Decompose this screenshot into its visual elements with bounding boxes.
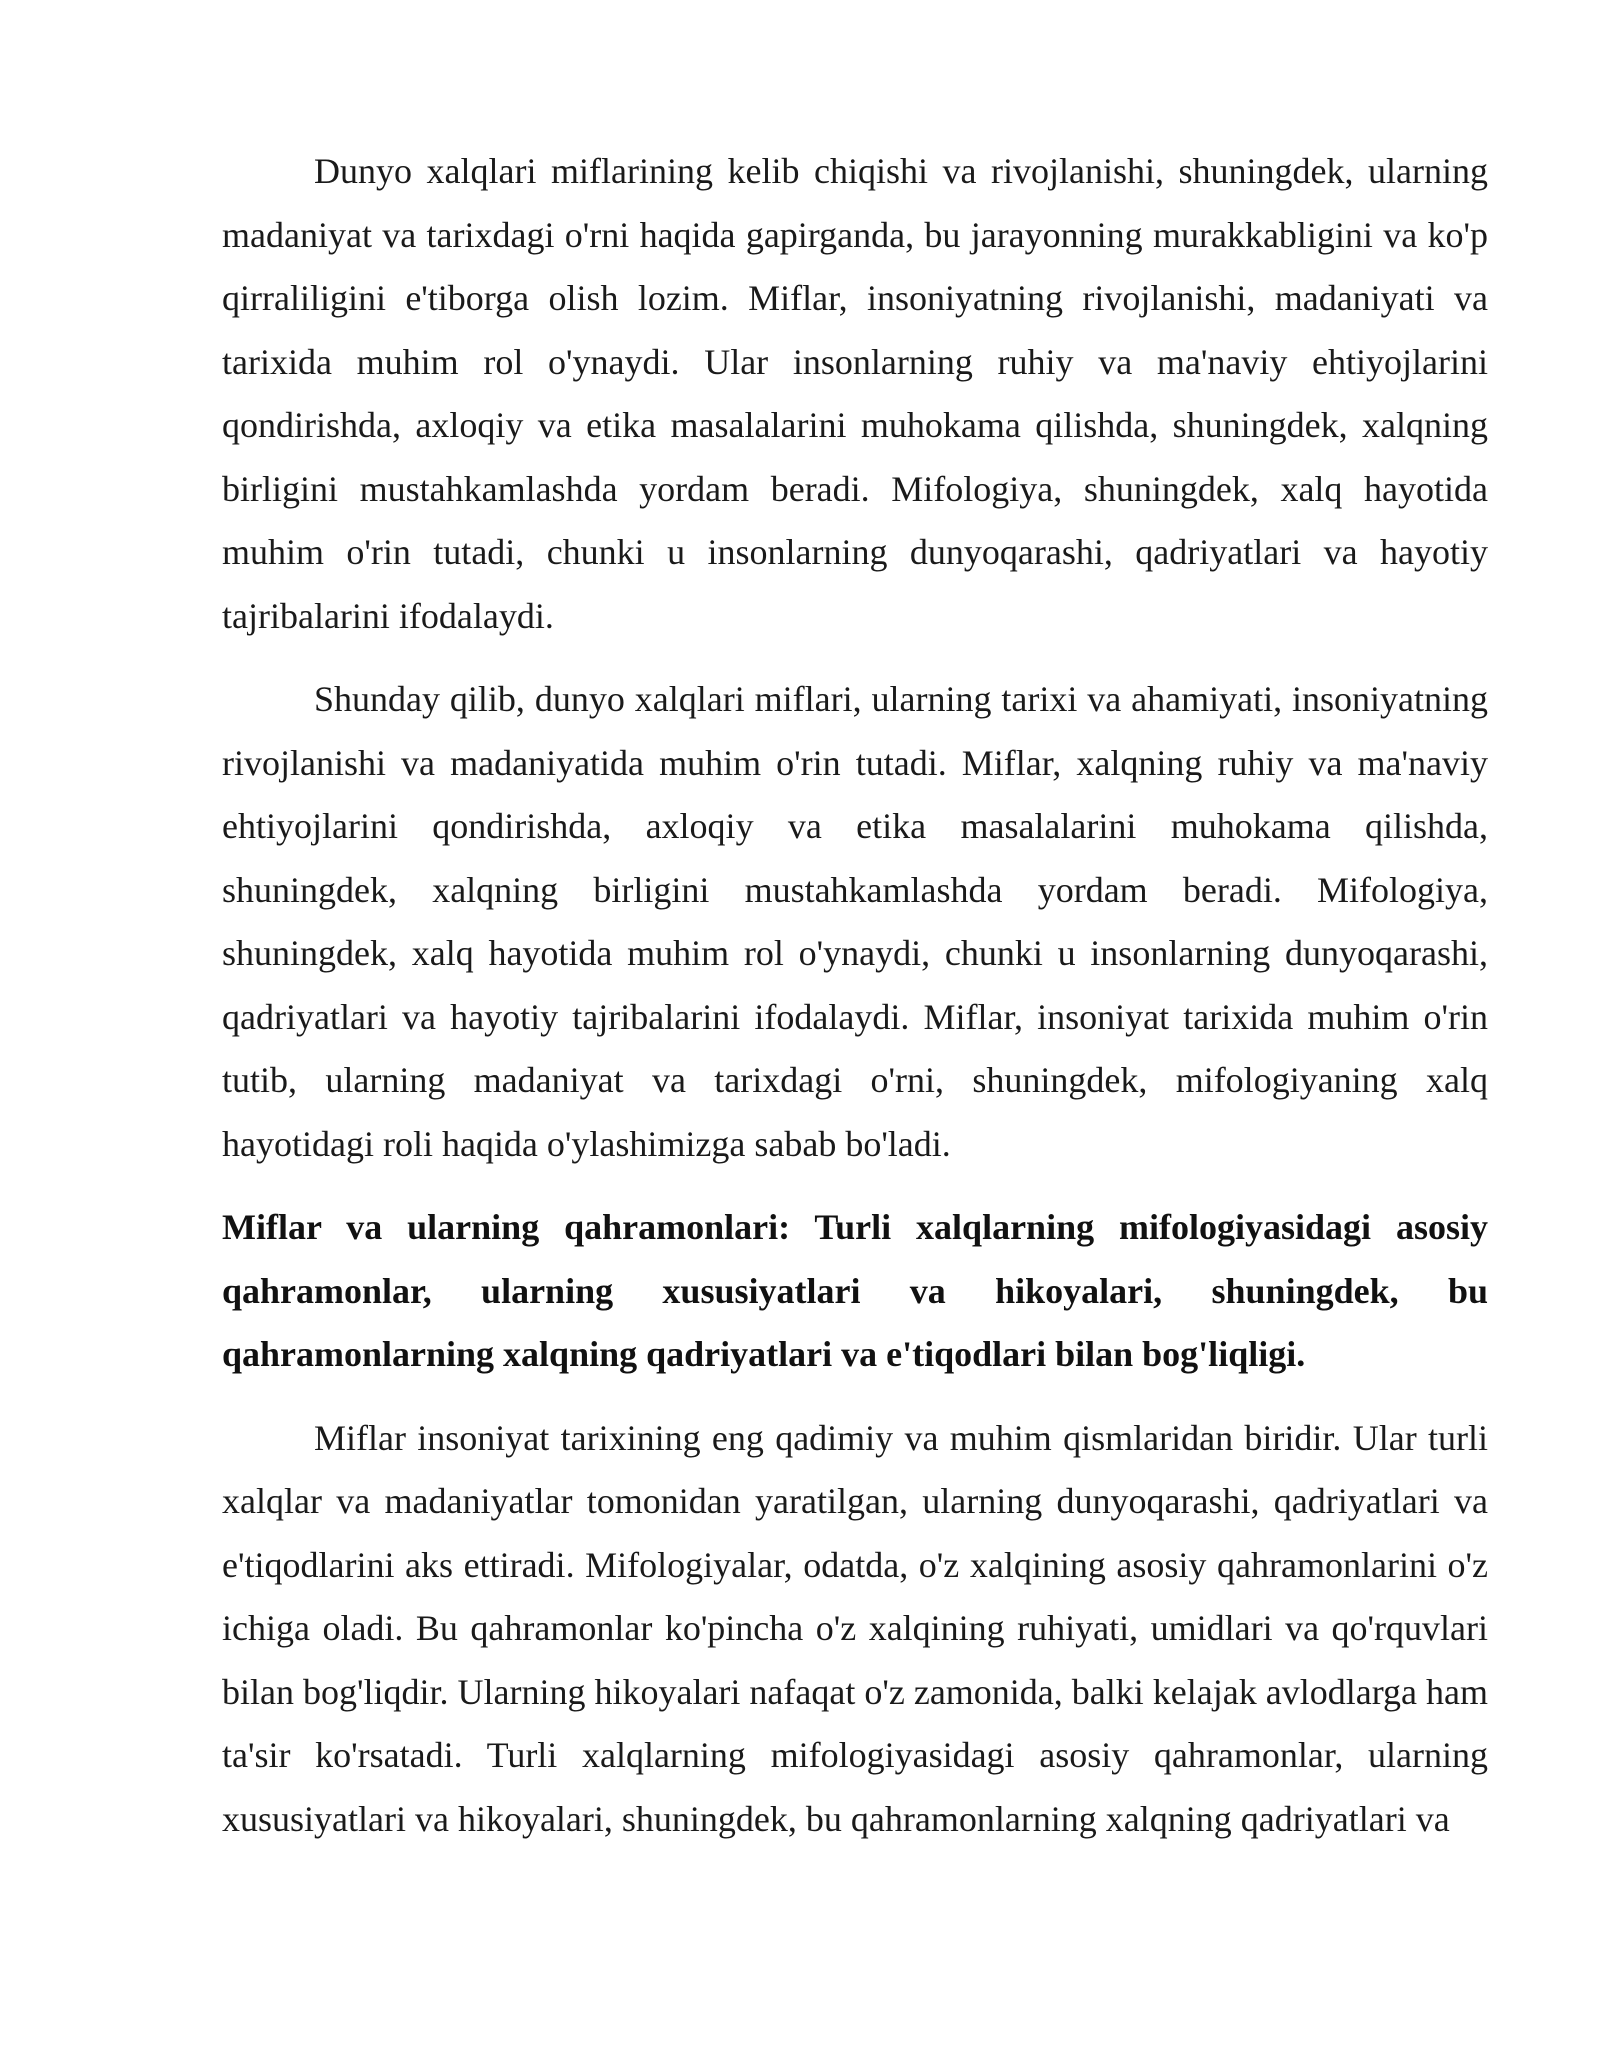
document-body bbox=[222, 140, 1488, 1871]
body-paragraph-3: Miflar insoniyat tarixining eng qadimiy va muhim qismlaridan biridir. Ular turli xalqlar va madaniyatlar tomonidan yaratilgan, ularning dunyoqarashi, qadriyatlari va e'tiqodlarini aks ettiradi. Mifologiyalar, odatda, o'z xalqining asosiy qahramonlarini o'z ichiga oladi. Bu qahramonlar ko'pincha o'z xalqining ruhiyati, umidlari va qo'rquvlari bilan bog'liqdir. Ularning hikoyalari nafaqat o'z zamonida, balki kelajak avlodlarga ham ta'sir ko'rsatadi. Turli xalqlarning mifologiyasidagi asosiy qahramonlar, ularning xususiyatlari va hikoyalari, shuningdek, bu qahramonlarning xalqning qadriyatlari va bbox=[222, 1417, 1488, 1839]
body-paragraph-1: Dunyo xalqlari miflarining kelib chiqishi va rivojlanishi, shuningdek, ularning madaniyat va tarixdagi o'rni haqida gapirganda, bu jarayonning murakkabligini va ko'p qirraliligini e'tiborga olish lozim. Miflar, insoniyatning rivojlanishi, madaniyati va tarixida muhim rol o'ynaydi. Ular insonlarning ruhiy va ma'naviy ehtiyojlarini qondirishda, axloqiy va etika masalalarini muhokama qilishda, shuningdek, xalqning birligini mustahkamlashda yordam beradi. Mifologiya, shuningdek, xalq hayotida muhim o'rin tutadi, chunki u insonlarning dunyoqarashi, qadriyatlari va hayotiy tajribalarini ifodalaydi. bbox=[222, 151, 1488, 636]
body-paragraph-2: Shunday qilib, dunyo xalqlari miflari, ularning tarixi va ahamiyati, insoniyatning rivojlanishi va madaniyatida muhim o'rin tutadi. Miflar, xalqning ruhiy va ma'naviy ehtiyojlarini qondirishda, axloqiy va etika masalalarini muhokama qilishda, shuningdek, xalqning birligini mustahkamlashda yordam beradi. Mifologiya, shuningdek, xalq hayotida muhim rol o'ynaydi, chunki u insonlarning dunyoqarashi, qadriyatlari va hayotiy tajribalarini ifodalaydi. Miflar, insoniyat tarixida muhim o'rin tutib, ularning madaniyat va tarixdagi o'rni, shuningdek, mifologiyaning xalq hayotidagi roli haqida o'ylashimizga sabab bo'ladi. bbox=[222, 679, 1488, 1164]
section-heading: Miflar va ularning qahramonlari: Turli xalqlarning mifologiyasidagi asosiy qahramonlar, ularning xususiyatlari va hikoyalari, shuningdek, bu qahramonlarning xalqning qadriyatlari va e'tiqodlari bilan bog'liqligi. bbox=[222, 1207, 1488, 1374]
